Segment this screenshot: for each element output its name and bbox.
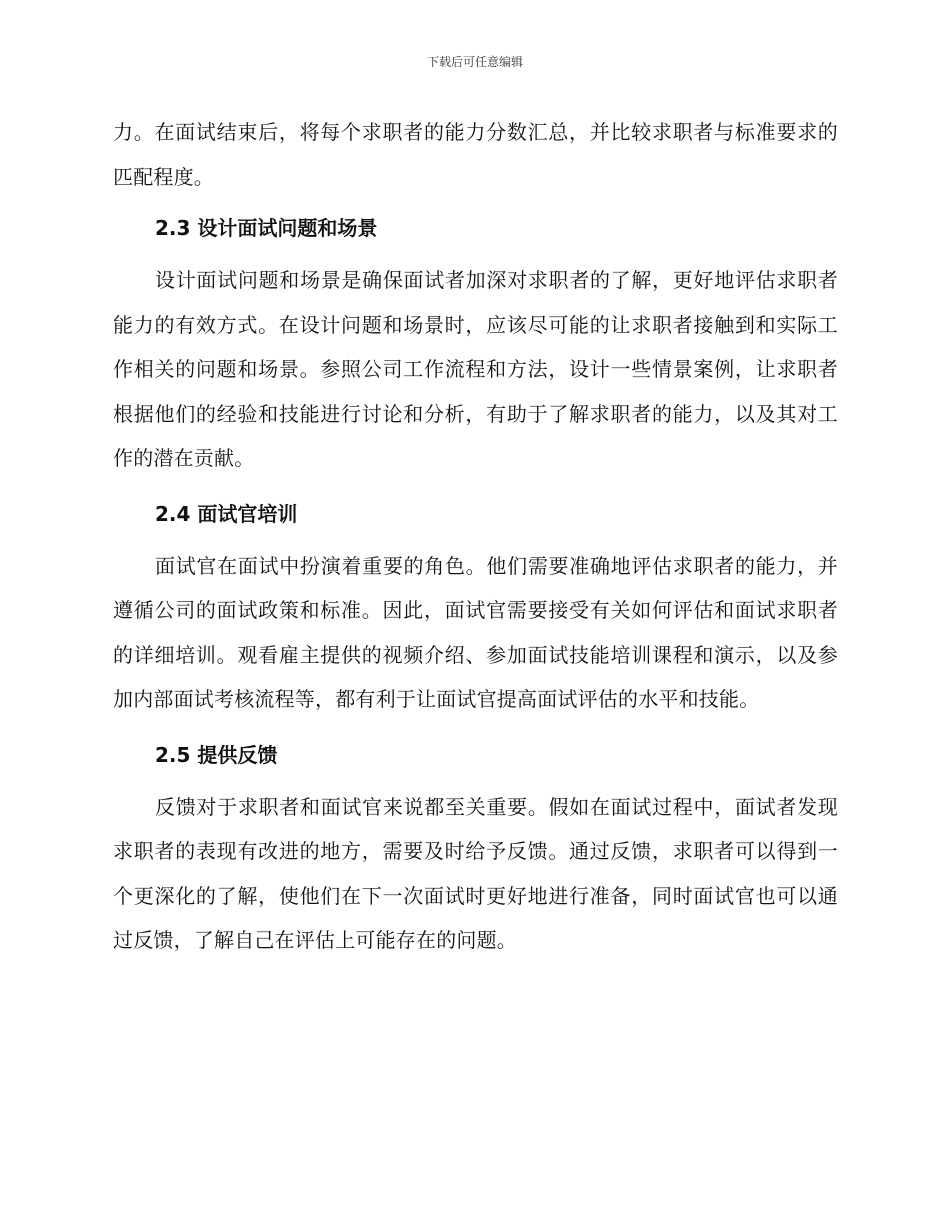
- intro-paragraph: 力。在面试结束后，将每个求职者的能力分数汇总，并比较求职者与标准要求的匹配程度。: [113, 120, 838, 189]
- section-2-4-paragraph: 面试官在面试中扮演着重要的角色。他们需要准确地评估求职者的能力，并遵循公司的面试政策和标准。因此，面试官需要接受有关如何评估和面试求职者的详细培训。观看雇主提供的视频介绍、参加面试技能培训课程和演示，以及参加内部面试考核流程等，都有利于让面试官提高面试评估的水平和技能。: [113, 553, 838, 711]
- section-2-3-heading: 2.3 设计面试问题和场景: [155, 216, 378, 240]
- document-body: [113, 110, 838, 963]
- section-2-5-paragraph: 反馈对于求职者和面试官来说都至关重要。假如在面试过程中，面试者发现求职者的表现有改进的地方，需要及时给予反馈。通过反馈，求职者可以得到一个更深化的了解，使他们在下一次面试时更好地进行准备，同时面试官也可以通过反馈，了解自己在评估上可能存在的问题。: [113, 794, 838, 952]
- section-2-3-paragraph: 设计面试问题和场景是确保面试者加深对求职者的了解，更好地评估求职者能力的有效方式。在设计问题和场景时，应该尽可能的让求职者接触到和实际工作相关的问题和场景。参照公司工作流程和方法，设计一些情景案例，让求职者根据他们的经验和技能进行讨论和分析，有助于了解求职者的能力，以及其对工作的潜在贡献。: [113, 268, 838, 470]
- page-header: 下载后可任意编辑: [426, 55, 523, 69]
- section-2-5-heading: 2.5 提供反馈: [155, 742, 278, 767]
- section-2-4-heading: 2.4 面试官培训: [155, 501, 298, 526]
